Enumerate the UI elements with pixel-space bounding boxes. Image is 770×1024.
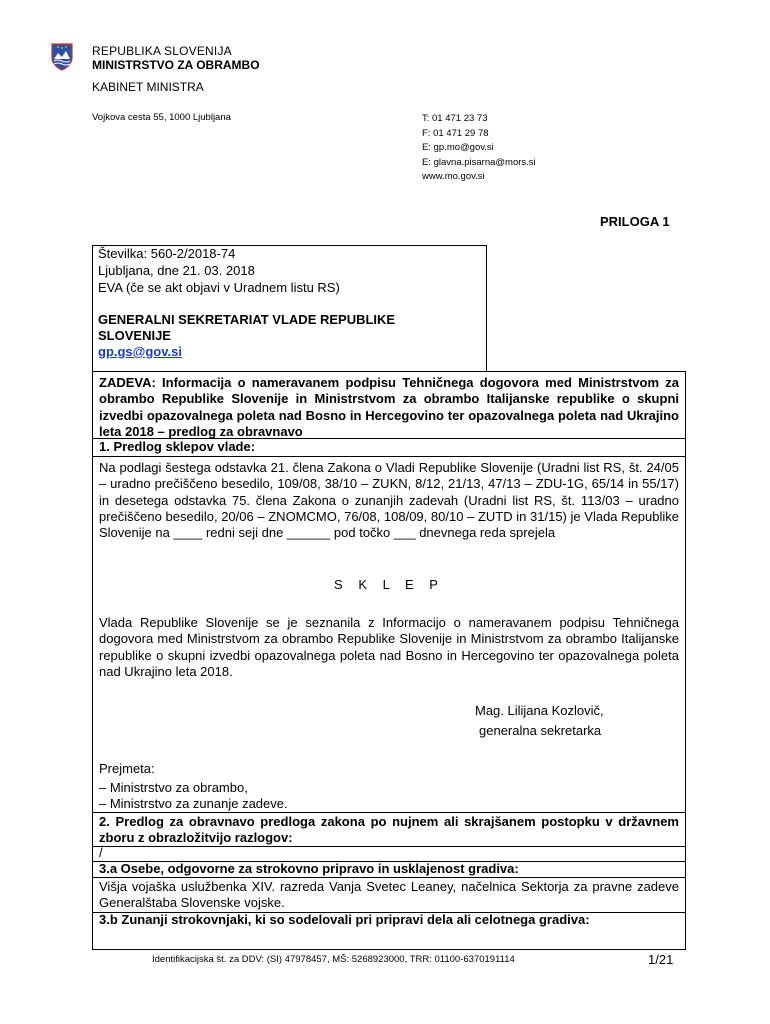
row-divider <box>93 456 685 457</box>
reference-box <box>92 245 487 372</box>
row-divider <box>93 812 685 813</box>
section3a-content: Višja vojaška uslužbenka XIV. razreda Vanja Svetec Leaney, načelnica Sektorja za pravne zadeve Generalštaba Slovenske vojske. <box>99 879 679 911</box>
signatory-name: Mag. Lilijana Kozlovič, <box>475 703 604 718</box>
row-divider <box>93 877 685 878</box>
section3b-heading: 3.b Zunanji strokovnjaki, ki so sodelovali pri pripravi dela ali celotnega gradiva: <box>99 912 590 927</box>
footer-identifiers: Identifikacijska št. za DDV: (SI) 47978457, MŠ: 5268923000, TRR: 01100-6370191114 <box>152 954 515 965</box>
recipient-item: – Ministrstvo za zunanje zadeve. <box>99 796 288 811</box>
page-number: 1/21 <box>648 952 674 967</box>
section2-heading: 2. Predlog za obravnavo predloga zakona po nujnem ali skrajšanem postopku v državnem zboru z obrazložitvijo razlogov: <box>99 814 679 846</box>
website-link[interactable]: www.mo.gov.si <box>422 171 485 183</box>
decision-title: S K L E P <box>334 577 444 592</box>
ministry-name: MINISTRSTVO ZA OBRAMBO <box>92 58 260 72</box>
reference-number: Številka: 560-2/2018-74 <box>98 246 236 261</box>
section3a-heading: 3.a Osebe, odgovorne za strokovno pripravo in usklajenost gradiva: <box>99 861 519 876</box>
subject-text: ZADEVA: Informacija o nameravanem podpisu Tehničnega dogovora med Ministrstvom za obrambo Republike Slovenije in Ministrstvom za obrambo Italijanske republike o skupni izvedbi opazovalnega poleta nad Bosno in Hercegovino ter opazovalnega poleta nad Ukrajino leta 2018 – predlog za obravnavo <box>99 375 679 439</box>
contact-block <box>422 112 536 185</box>
recipient-item: – Ministrstvo za obrambo, <box>99 780 248 795</box>
country-name: REPUBLIKA SLOVENIJA <box>92 44 232 58</box>
recipient-name-cont: SLOVENIJE <box>98 328 171 343</box>
phone-line: T: 01 471 23 73 <box>422 113 488 124</box>
reference-date: Ljubljana, dne 21. 03. 2018 <box>98 263 255 278</box>
section2-content: / <box>99 845 103 860</box>
email-line[interactable]: E: gp.mo@gov.si <box>422 142 494 154</box>
legal-basis-text: Na podlagi šestega odstavka 21. člena Zakona o Vladi Republike Slovenije (Uradni list RS, št. 24/05 – uradno prečiščeno besedilo, 109/08, 38/10 – ZUKN, 8/12, 21/13, 47/13 – ZDU-1G, 65/14 in 55/17) in desetega odstavka 75. člena Zakona o zunanjih zadevah (Uradni list RS, št. 113/03 – uradno prečiščeno besedilo, 20/06 – ZNOMCMO, 76/08, 108/09, 80/10 – ZUTD in 31/15) je Vlada Republike Slovenije na ____ redni seji dne ______ pod točko ___ dnevnega reda sprejela <box>99 460 679 541</box>
annex-label: PRILOGA 1 <box>600 214 670 229</box>
coat-of-arms-icon <box>50 42 74 72</box>
section1-heading: 1. Predlog sklepov vlade: <box>99 439 256 454</box>
recipient-email-link[interactable]: gp.gs@gov.si <box>98 344 182 359</box>
office-name: KABINET MINISTRA <box>92 80 204 94</box>
signatory-title: generalna sekretarka <box>479 723 602 738</box>
reference-eva: EVA (če se akt objavi v Uradnem listu RS) <box>98 280 340 295</box>
recipients-label: Prejmeta: <box>99 761 155 776</box>
proposal-table <box>92 371 686 950</box>
email-line[interactable]: E: glavna.pisarna@mors.si <box>422 156 536 168</box>
recipient-name: GENERALNI SEKRETARIAT VLADE REPUBLIKE <box>98 312 396 327</box>
ministry-address: Vojkova cesta 55, 1000 Ljubljana <box>92 112 231 123</box>
decision-text: Vlada Republike Slovenije se je seznanila z Informacijo o nameravanem podpisu Tehničnega dogovora med Ministrstvom za obrambo Republike Slovenije in Ministrstvom za obrambo Italijanske republike o skupni izvedbi opazovalnega poleta nad Bosno in Hercegovino ter opazovalnega poleta nad Ukrajino leta 2018. <box>99 615 679 679</box>
fax-line: F: 01 471 29 78 <box>422 127 489 139</box>
